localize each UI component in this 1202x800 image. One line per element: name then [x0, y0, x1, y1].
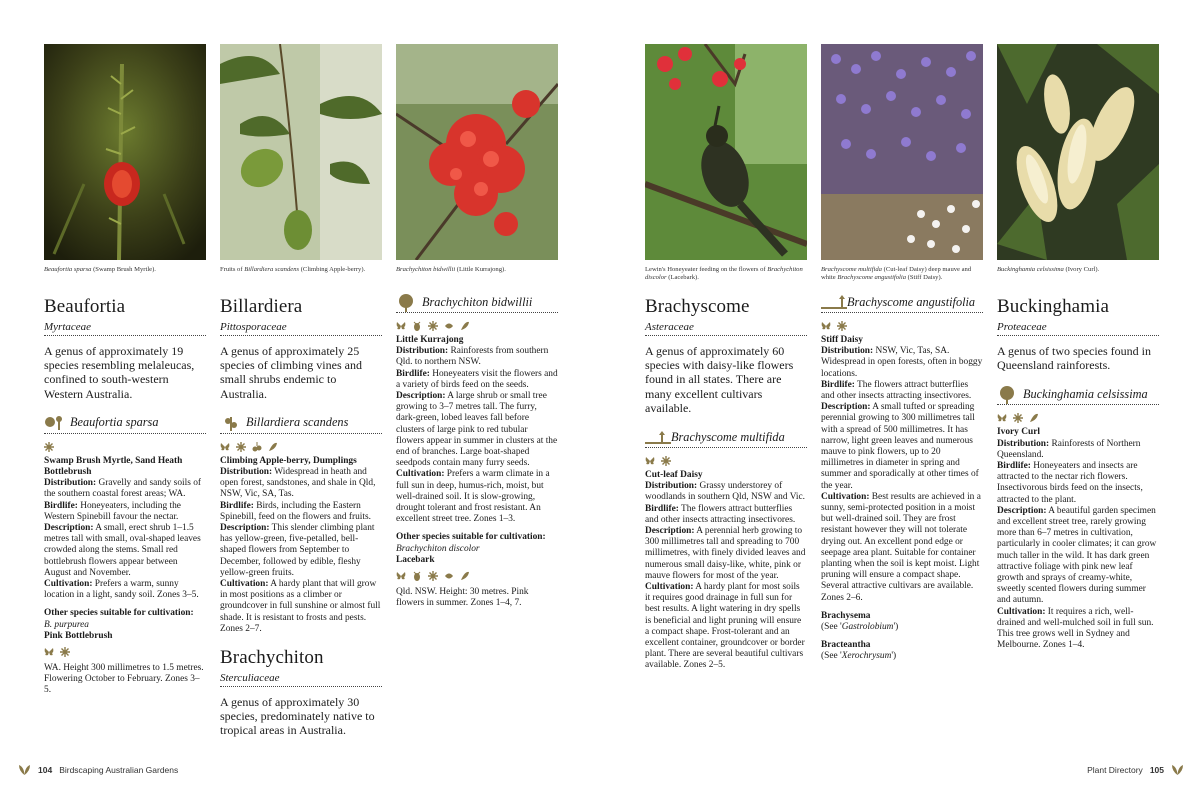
family-name: Myrtaceae [44, 321, 206, 336]
butterfly-icon [821, 318, 831, 328]
column-billardiera [220, 44, 382, 738]
butterfly-icon [44, 647, 54, 657]
common-name: Climbing Apple-berry, Dumplings [220, 455, 357, 466]
photo-caption: Brachyscome multifida (Cut-leaf Daisy) deep mauve and white Brachyscome angustifolia (Stiff Daisy). [821, 266, 972, 281]
tree-icon [396, 294, 418, 310]
photo-caption: Beaufortia sparsa (Swamp Brush Myrtle). [44, 266, 156, 273]
cultivation: Cultivation: Best results are achieved in a sunny, semi-protected position in a moist but well-drained soil. They are frost resistant however they will not tolerate drying out. An excellent pond edge or seepage area plant. Suitable for container planting when the soil is kept moist. Light pruning will ensure a compact shape. Several attractive cultivars are available. Zones 2–6. [821, 491, 981, 603]
running-title: Plant Directory [1087, 764, 1143, 775]
cross-reference: (See 'Gastrolobium') [821, 622, 899, 633]
attribute-icons [220, 439, 382, 450]
groundcover-icon [645, 429, 667, 445]
genus-intro: A genus of approximately 30 species, predominately native to tropical areas in Australia. [220, 695, 375, 738]
distribution: Distribution: NSW, Vic, Tas, SA. Widespread in open forests, often in boggy locations. [821, 346, 983, 379]
leaf-icon [1171, 763, 1184, 776]
species-name: Brachychiton bidwillii [422, 294, 533, 309]
species-name: Brachyscome angustifolia [847, 294, 976, 309]
column-buckinghamia [997, 44, 1159, 651]
climber-icon [220, 415, 242, 431]
running-title: Birdscaping Australian Gardens [59, 764, 179, 775]
species-heading [645, 429, 807, 448]
nectar-icon [661, 453, 671, 463]
photo-brachyscome-daisies [821, 44, 983, 260]
nectar-icon [428, 318, 438, 328]
column-brachychiton-bidwillii [396, 44, 558, 609]
genus-name: Brachychiton [220, 647, 324, 669]
right-footer [1087, 763, 1184, 776]
butterfly-icon [645, 453, 655, 463]
species-name: Billardiera scandens [246, 415, 349, 430]
species-name: Beaufortia sparsa [70, 415, 159, 430]
seed-icon [460, 571, 470, 581]
insect-icon [412, 318, 422, 328]
genus-name: Beaufortia [44, 296, 126, 317]
distribution: Distribution: Rainforests of Northern Queensland. [997, 438, 1141, 460]
description: Description: A large shrub or small tree growing to 3–7 metres tall. The furry, dark-green, lobed leaves fall before clusters of large pink to red tubular flowers appear in summer in clusters at the end of branches. Large boat-shaped seedpods contain many furry seeds. [396, 391, 558, 469]
attribute-icons [997, 410, 1159, 421]
cultivation: Cultivation: A hardy plant for most soils it requires good drainage in full sun for best results. A light watering in dry spells is beneficial and light pruning will ensure a compact shape. Frost-tolerant and an excellent container, groundcover or border plant. There are several beautiful cultivars available. Zones 2–5. [645, 582, 805, 671]
tree-icon [997, 386, 1019, 402]
common-name: Swamp Brush Myrtle, Sand Heath Bottlebrush [44, 455, 183, 478]
left-footer [18, 763, 178, 776]
cross-reference-name: Bracteantha [821, 640, 871, 651]
species-details [44, 456, 206, 697]
species-details [220, 456, 382, 635]
species-heading [396, 294, 558, 313]
berry-icon [252, 439, 262, 449]
birdlife: Birdlife: The flowers attract butterflies and other insects attracting insectivores. [821, 379, 972, 402]
photo-caption: Lewin's Honeyeater feeding on the flowers of Brachychiton discolor (Lacebark). [645, 266, 803, 281]
photo-beaufortia-sparsa [44, 44, 206, 260]
species-heading [44, 415, 206, 434]
other-species-text: Qld. NSW. Height: 30 metres. Pink flowers in summer. Zones 1–4, 7. [396, 587, 529, 609]
photo-brachychiton-bidwillii [396, 44, 558, 260]
description: Description: A small tufted or spreading perennial growing to 300 millimetres tall with a spread of 500 millimetres. It has narrow, light green leaves and numerous mauve to pink flowers, up to 20 millimetres in diameter in spring and summer and sporadically at other times of the year. [821, 402, 979, 491]
groundcover-icon [821, 294, 843, 310]
genus-name: Buckinghamia [997, 296, 1110, 317]
description: Description: A beautiful garden specimen and excellent street tree, rarely growing more than 6–7 metres in cultivation, particularly in cooler climates; it can grow much taller in the wild. It has dark green attractive foliage with pink new leaf growth and sprays of creamy-white, sweetly scented flowers during summer and autumn. [997, 505, 1157, 606]
family-name: Pittosporaceae [220, 321, 382, 336]
species-details [645, 470, 807, 672]
birdlife: Birdlife: Birds, including the Eastern Spinebill, feed on the flowers and fruits. [220, 500, 372, 522]
column-brachyscome-angustifolia [821, 44, 983, 663]
species-heading [997, 386, 1159, 405]
right-page [601, 0, 1202, 800]
species-heading [220, 415, 382, 434]
genus-name: Brachyscome [645, 296, 750, 317]
genus-intro: A genus of two species found in Queensland rainforests. [997, 344, 1151, 373]
birdlife: Birdlife: The flowers attract butterflies and other insects attracting insectivores. [645, 503, 796, 525]
attribute-icons [396, 318, 558, 329]
attribute-icons [44, 439, 206, 450]
photo-caption: Brachychiton bidwillii (Little Kurrajong). [396, 266, 506, 273]
butterfly-icon [997, 410, 1007, 420]
photo-caption: Buckinghamia celsissima (Ivory Curl). [997, 266, 1100, 273]
page-number: 105 [1149, 764, 1164, 775]
cultivation: Cultivation: Prefers a warm, sunny location in a light, sandy soil. Zones 3–5. [44, 579, 199, 601]
genus-name: Billardiera [220, 296, 303, 317]
other-species-common: Pink Bottlebrush [44, 630, 113, 641]
attribute-icons [821, 318, 983, 329]
butterfly-icon [396, 571, 406, 581]
seed-icon [268, 439, 278, 449]
attribute-icons [44, 647, 206, 658]
description: Description: A perennial herb growing to 300 millimetres tall and spreading to 700 millimetres, with finely divided leaves and numerous small daisy-like, white, pink or mauve flowers for most of the year. [645, 526, 806, 581]
cross-reference-name: Brachysema [821, 610, 871, 621]
nectar-icon [60, 647, 70, 657]
family-name: Asteraceae [645, 321, 807, 336]
seed-icon [460, 318, 470, 328]
species-heading [821, 294, 983, 313]
common-name: Ivory Curl [997, 427, 1040, 438]
nectar-icon [1013, 410, 1023, 420]
distribution: Distribution: Rainforests from southern Qld. to northern NSW. [396, 346, 549, 368]
genus-intro: A genus of approximately 60 species with daisy-like flowers found in all states. There are many excellent cultivars available. [645, 344, 794, 415]
birdlife: Birdlife: Honeyeaters visit the flowers and a variety of birds feed on the seeds. [396, 368, 558, 390]
photo-lewins-honeyeater [645, 44, 807, 260]
other-species-heading: Other species suitable for cultivation: [44, 608, 194, 619]
common-name: Cut-leaf Daisy [645, 470, 703, 481]
attribute-icons [396, 571, 558, 582]
pod-icon [444, 571, 454, 581]
other-species-common: Lacebark [396, 554, 435, 565]
birdlife: Birdlife: Honeyeaters and insects are attracted to the nectar rich flowers. Insectivorous birds feed on the insects, attracted to the plant. [997, 461, 1143, 505]
cultivation: Cultivation: Prefers a warm climate in a full sun in deep, humus-rich, moist, but well-drained soil. It is slow-growing, drought tolerant and frost resistant. An excellent street tree. Zones 1–3. [396, 469, 550, 525]
common-name: Little Kurrajong [396, 335, 464, 345]
butterfly-icon [220, 439, 230, 449]
genus-intro: A genus of approximately 19 species resembling melaleucas, confined to south-western Western Australia. [44, 344, 195, 401]
distribution: Distribution: Widespread in heath and open forest, sandstones, and shale in Qld, NSW, Vic, SA, Tas. [220, 467, 376, 500]
distribution: Distribution: Grassy understorey of woodlands in southern Qld, NSW and Vic. [645, 481, 806, 503]
common-name: Stiff Daisy [821, 335, 863, 345]
cross-reference: (See 'Xerochrysum') [821, 651, 897, 662]
nectar-icon [428, 571, 438, 581]
butterfly-icon [396, 318, 406, 328]
nectar-icon [44, 439, 54, 449]
column-brachyscome [645, 44, 807, 672]
description: Description: This slender climbing plant has yellow-green, five-petalled, bell-shaped flowers from September to December, followed by edible, fleshy yellow-green fruits. [220, 523, 375, 578]
cultivation: Cultivation: It requires a rich, well-drained and well-mulched soil in full sun. This tree grows well in Sydney and Melbourne. Zones 1–4. [997, 606, 1154, 651]
description: Description: A small, erect shrub 1–1.5 metres tall with small, oval-shaped leaves crowded along the stems. Small red bottlebrush flowers appear between August and November. [44, 523, 201, 578]
species-name: Brachyscome multifida [671, 429, 785, 444]
page-number: 104 [38, 764, 53, 775]
family-name: Sterculiaceae [220, 672, 382, 687]
photo-billardiera-scandens [220, 44, 382, 260]
distribution: Distribution: Gravelly and sandy soils of the southern coastal forest areas; WA. [44, 478, 202, 500]
photo-buckinghamia-celsissima [997, 44, 1159, 260]
species-details [396, 335, 558, 609]
seed-icon [1029, 410, 1039, 420]
other-species-text: WA. Height 300 millimetres to 1.5 metres. Flowering October to February. Zones 3–5. [44, 663, 204, 696]
attribute-icons [645, 453, 807, 464]
species-details [997, 427, 1159, 651]
shrub-icon [44, 415, 66, 431]
species-name: Buckinghamia celsissima [1023, 386, 1148, 401]
column-beaufortia [44, 44, 206, 697]
nectar-icon [837, 318, 847, 328]
insect-icon [412, 571, 422, 581]
genus-intro: A genus of approximately 25 species of climbing vines and small shrubs endemic to Australia. [220, 344, 362, 401]
species-details [821, 335, 983, 663]
nectar-icon [236, 439, 246, 449]
other-species-heading: Other species suitable for cultivation: [396, 532, 546, 543]
pod-icon [444, 318, 454, 328]
cultivation: Cultivation: A hardy plant that will grow in most positions as a climber or groundcover in full sunshine or almost full shade. It is resistant to frosts and pests. Zones 2–7. [220, 579, 381, 634]
photo-caption: Fruits of Billardiera scandens (Climbing Apple-berry). [220, 266, 366, 273]
other-species-sci: B. purpurea [44, 619, 89, 630]
birdlife: Birdlife: Honeyeaters, including the Western Spinebill favour the nectar. [44, 500, 181, 522]
other-species-sci: Brachychiton discolor [396, 543, 480, 554]
family-name: Proteaceae [997, 321, 1159, 336]
leaf-icon [18, 763, 31, 776]
